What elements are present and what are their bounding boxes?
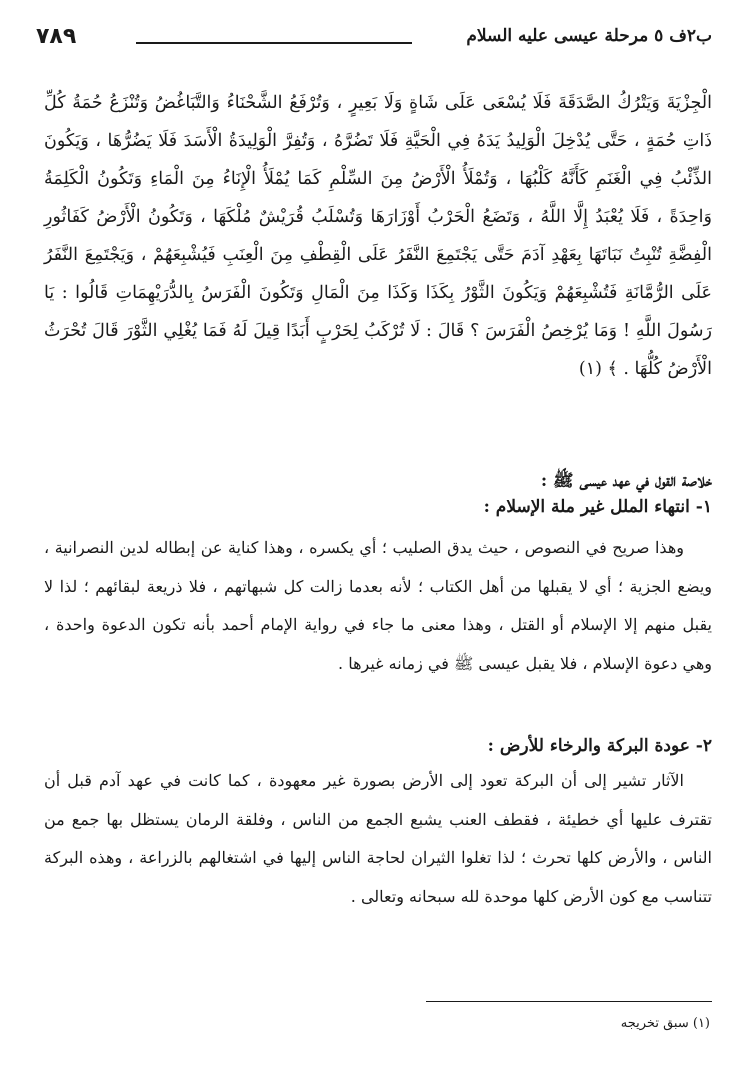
page-number: ٧٨٩: [36, 24, 77, 49]
section-1-heading-text: ١- انتهاء الملل غير ملة الإسلام :: [483, 497, 712, 517]
hadith-text-block: [44, 84, 712, 388]
header-rule: [136, 42, 412, 44]
section-2-heading-text: ٢- عودة البركة والرخاء للأرض :: [487, 736, 712, 756]
page-header: [36, 26, 712, 60]
hadith-paragraph: الْجِزْيَةَ وَيَتْرُكُ الصَّدَقَةَ فَلَا يُسْعَى عَلَى شَاةٍ وَلَا بَعِيرٍ ، وَتُرْفَعُ الشَّحْنَاءُ وَالتَّبَاغُضُ وَتُنْزَعُ حُمَةُ كُلِّ ذَاتِ حُمَةٍ ، حَتَّى يُدْخِلَ الْوَلِيدُ يَدَهُ فِي الْحَيَّةِ فَلَا تَضُرَّهُ ، وَتُفِرَّ الْوَلِيدَةُ الْأَسَدَ فَلَا يَضُرُّهَا ، وَيَكُونَ الذِّئْبُ فِي الْغَنَمِ كَأَنَّهُ كَلْبُهَا ، وَتُمْلَأُ الْأَرْضُ مِنَ السِّلْمِ كَمَا يُمْلَأُ الْإِنَاءُ مِنَ الْمَاءِ وَتَكُونُ الْكَلِمَةُ وَاحِدَةً ، فَلَا يُعْبَدُ إِلَّا اللَّهُ ، وَتَضَعُ الْحَرْبُ أَوْزَارَهَا وَتُسْلَبُ قُرَيْشٌ مُلْكَهَا ، وَتَكُونُ الْأَرْضُ كَفَاثُورِ الْفِضَّةِ تُنْبِتُ نَبَاتَهَا بِعَهْدِ آدَمَ حَتَّى يَجْتَمِعَ النَّفَرُ عَلَى الْقِطْفِ مِنَ الْعِنَبِ فَيُشْبِعَهُمْ ، وَيَجْتَمِعَ النَّفَرُ عَلَى الرُّمَّانَةِ فَتُشْبِعَهُمْ وَيَكُونَ الثَّوْرُ بِكَذَا وَكَذَا مِنَ الْمَالِ وَتَكُونَ الْفَرَسُ بِالدُّرَيْهِمَاتِ قَالُوا : يَا رَسُولَ اللَّهِ ! وَمَا يُرْخِصُ الْفَرَسَ ؟ قَالَ : لَا تُرْكَبُ لِحَرْبٍ أَبَدًا قِيلَ لَهُ فَمَا يُغْلِي الثَّوْرَ قَالَ تُحْرَثُ الْأَرْضُ كُلُّهَا . ﴾ (١): [44, 93, 712, 379]
section-1-heading: [44, 488, 712, 526]
section-2-paragraph: الآثار تشير إلى أن البركة تعود إلى الأرض بصورة غير معهودة ، كما كانت في عهد آدم قبل أن تقترف عليها أي خطيئة ، فقطف العنب يشبع الجمع من الناس ، وفلقة الرمان يستظل بها جمع من الناس ، والأرض كلها تحرث ؛ لذا تغلوا الثيران لحاجة الناس إليها في اشتغالهم بالزراعة ، وهذه البركة تتناسب مع كون الأرض كلها موحدة لله سبحانه وتعالى .: [44, 771, 712, 906]
footnote: (١) سبق تخريجه: [620, 1016, 710, 1031]
summary-title: خلاصة القول في عهد عيسى ﷺ :: [540, 471, 712, 491]
section-2-heading: [44, 727, 712, 765]
section-1-body: [44, 529, 712, 683]
footnote-rule: [426, 1001, 712, 1002]
section-2-body: [44, 762, 712, 916]
section-1-paragraph: وهذا صريح في النصوص ، حيث يدق الصليب ؛ أي يكسره ، وهذا كناية عن إبطاله لدين النصرانية ، ويضع الجزية ؛ أي لا يقبلها من أهل الكتاب ؛ لأنه بعدما زالت كل شبهاتهم ، فلا ذريعة لبقائهم ؛ لذا لا يقبل منهم إلا الإسلام أو القتل ، وهذا معنى ما جاء في رواية الإمام أحمد بأنه تكون الدعوة واحدة ، وهي دعوة الإسلام ، فلا يقبل عيسى ﷺ في زمانه غيرها .: [44, 538, 712, 673]
running-title: ب٢ف ٥ مرحلة عيسى عليه السلام: [466, 26, 712, 46]
